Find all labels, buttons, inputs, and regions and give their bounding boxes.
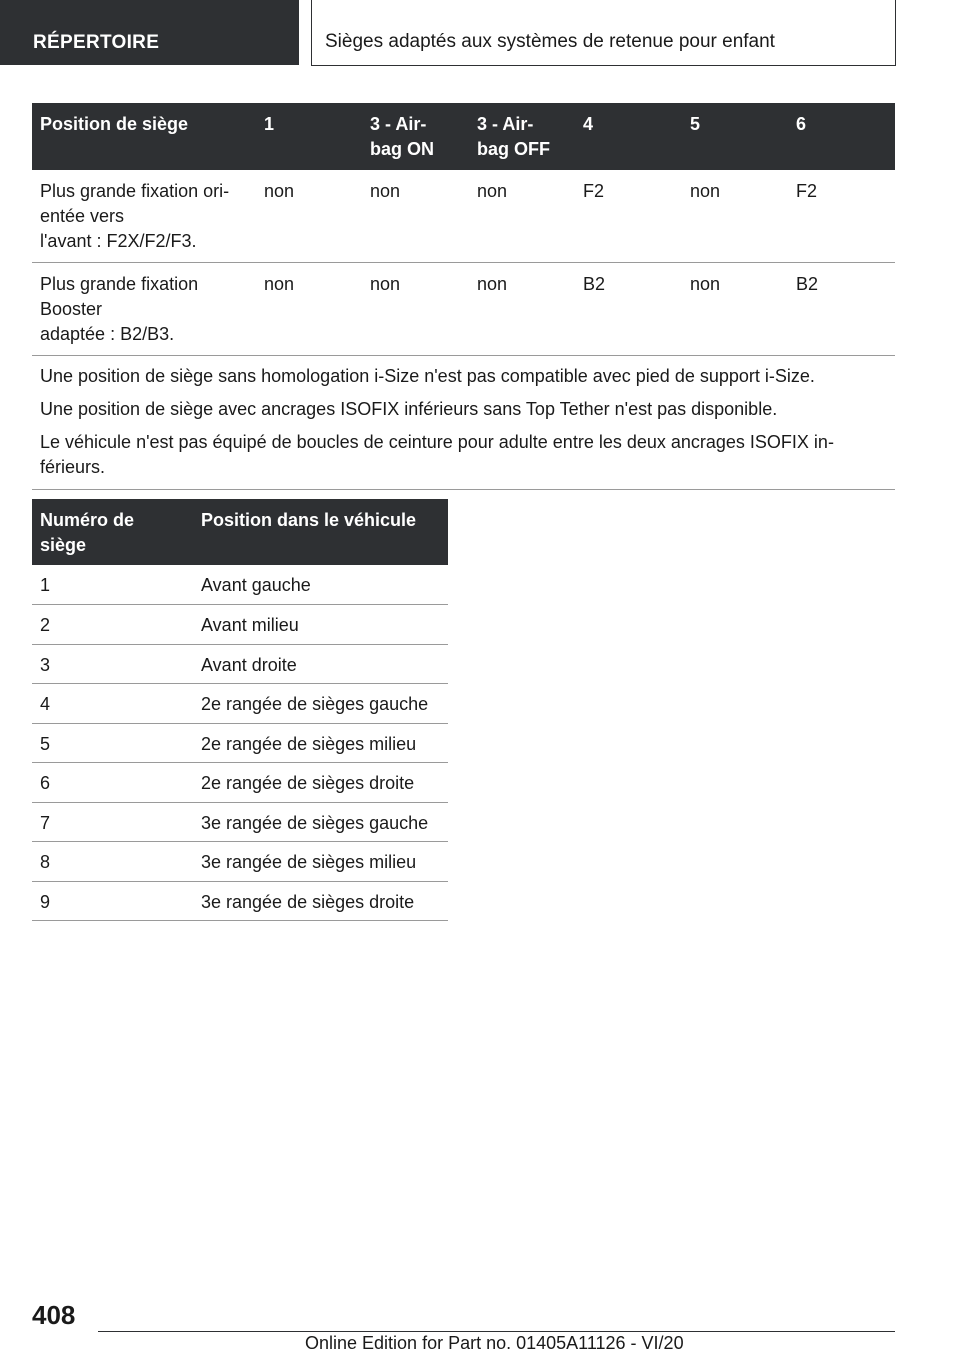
seat-number: 1 <box>32 565 193 605</box>
seat-number: 7 <box>32 802 193 842</box>
table-row <box>32 263 895 356</box>
table-cell: non <box>256 263 362 356</box>
table-row <box>32 605 448 645</box>
page-number: 408 <box>32 1300 76 1330</box>
seat-position: 2e rangée de sièges droite <box>193 763 448 803</box>
header-cell: 3 - Air- bag ON <box>362 103 469 170</box>
seat-number: 3 <box>32 644 193 684</box>
table-cell: non <box>362 263 469 356</box>
header-cell: 1 <box>256 103 362 170</box>
note-text: Le véhicule n'est pas équipé de boucles de ceinture pour adulte entre les deux ancrages ISOFIX in- férieurs. <box>40 432 834 477</box>
header-cell: Numéro de siège <box>32 499 193 565</box>
seat-number: 5 <box>32 723 193 763</box>
header-cell: 6 <box>788 103 895 170</box>
header-cell: Position de siège <box>32 103 256 170</box>
table-header-row <box>32 499 448 565</box>
seat-number: 9 <box>32 881 193 921</box>
seat-position: 3e rangée de sièges milieu <box>193 842 448 882</box>
seat-position: 2e rangée de sièges gauche <box>193 684 448 724</box>
note-text: Une position de siège avec ancrages ISOFIX inférieurs sans Top Tether n'est pas disponible. <box>40 399 778 419</box>
header-cell: 5 <box>682 103 788 170</box>
edition-text: Online Edition for Part no. 01405A11126 - VI/20 <box>305 1333 684 1353</box>
table-row <box>32 723 448 763</box>
table-row <box>32 802 448 842</box>
table-cell: non <box>682 170 788 263</box>
seat-number-table <box>32 499 448 921</box>
page-title: Sièges adaptés aux systèmes de retenue pour enfant <box>311 0 896 66</box>
table-cell: non <box>469 263 575 356</box>
header-cell: 4 <box>575 103 682 170</box>
table-cell: non <box>362 170 469 263</box>
footer-divider <box>98 1331 895 1332</box>
table-cell: F2 <box>575 170 682 263</box>
section-tab: RÉPERTOIRE <box>0 0 299 65</box>
seat-number: 2 <box>32 605 193 645</box>
table-notes <box>32 356 895 490</box>
table-header-row <box>32 103 895 170</box>
table-cell: B2 <box>788 263 895 356</box>
table-cell: B2 <box>575 263 682 356</box>
table-row <box>32 881 448 921</box>
seat-position: 2e rangée de sièges milieu <box>193 723 448 763</box>
table-row <box>32 763 448 803</box>
table-cell: non <box>469 170 575 263</box>
seat-position: 3e rangée de sièges droite <box>193 881 448 921</box>
table-cell: non <box>256 170 362 263</box>
table-row <box>32 170 895 263</box>
table-cell: Plus grande fixation ori- entée vers l'avant : F2X/F2/F3. <box>32 170 256 263</box>
seat-compatibility-table <box>32 103 895 490</box>
table-row <box>32 842 448 882</box>
header-cell: 3 - Air- bag OFF <box>469 103 575 170</box>
seat-position: 3e rangée de sièges gauche <box>193 802 448 842</box>
seat-number: 4 <box>32 684 193 724</box>
seat-number: 8 <box>32 842 193 882</box>
table-notes-row <box>32 356 895 490</box>
table-cell: F2 <box>788 170 895 263</box>
table-cell: non <box>682 263 788 356</box>
table-row <box>32 644 448 684</box>
seat-position: Avant droite <box>193 644 448 684</box>
header-cell: Position dans le véhicule <box>193 499 448 565</box>
table-row <box>32 684 448 724</box>
table-row <box>32 565 448 605</box>
seat-number: 6 <box>32 763 193 803</box>
note-text: Une position de siège sans homologation i-Size n'est pas compatible avec pied de support i-Size. <box>40 366 815 386</box>
seat-position: Avant gauche <box>193 565 448 605</box>
seat-position: Avant milieu <box>193 605 448 645</box>
table-cell: Plus grande fixation Booster adaptée : B2/B3. <box>32 263 256 356</box>
